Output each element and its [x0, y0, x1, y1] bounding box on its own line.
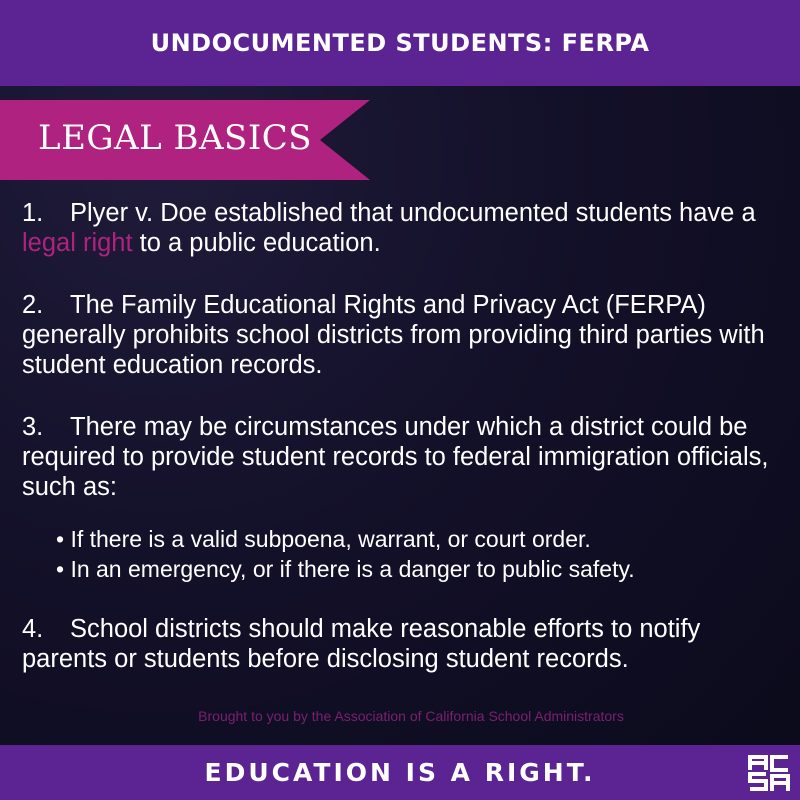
header-title: UNDOCUMENTED STUDENTS: FERPA [150, 29, 650, 57]
item-text: The Family Educational Rights and Privacy Act (FERPA) generally prohibits school districts from providing third parties with student education records. [22, 291, 765, 379]
item-number: 1. [22, 199, 44, 227]
list-item [22, 290, 782, 380]
credit-line: Brought to you by the Association of California School Administrators [198, 708, 624, 724]
bullet-item: • In an emergency, or if there is a danger to public safety. [56, 556, 635, 582]
item-number: 2. [22, 291, 44, 319]
item-text: Plyer v. Doe established that undocumented students have a [70, 199, 756, 227]
legal-basics-list [22, 198, 782, 706]
item-text-end: to a public education. [132, 229, 381, 257]
banner-label: LEGAL BASICS [38, 118, 313, 158]
footer-slogan: EDUCATION IS A RIGHT. [204, 758, 596, 787]
legal-right-highlight: legal right [22, 229, 133, 257]
acsa-logo-icon [748, 751, 790, 793]
circumstance-bullets [56, 524, 782, 584]
item-number: 3. [22, 413, 44, 441]
item-text: There may be circumstances under which a district could be required to provide student records to federal immigration officials, such as: [22, 413, 769, 501]
list-item [22, 412, 782, 502]
header-bar [0, 0, 800, 86]
list-item [22, 198, 782, 258]
list-item [22, 614, 782, 674]
item-text: School districts should make reasonable efforts to notify parents or students before disclosing student records. [22, 615, 701, 673]
footer-bar [0, 745, 800, 800]
bullet-item: • If there is a valid subpoena, warrant, or court order. [56, 526, 591, 552]
item-number: 4. [22, 615, 44, 643]
